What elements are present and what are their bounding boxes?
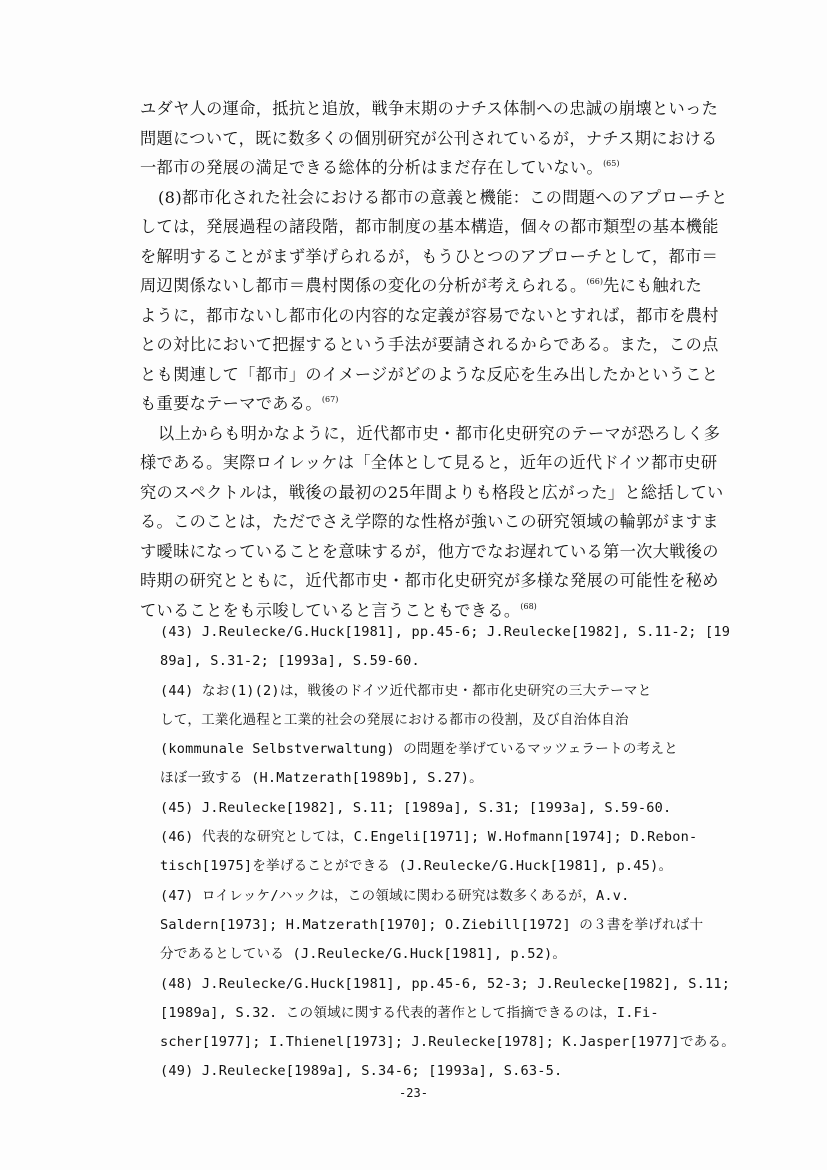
footnote-line: 分であるとしている (J.Reulecke/G.Huck[1981], p.52)。	[160, 946, 567, 963]
body-line: 一都市の発展の満足できる総体的分析はまだ存在していない。$^{(65)}$	[140, 158, 620, 177]
footnote-line: tisch[1975]を挙げることができる (J.Reulecke/G.Huck[1981], p.45)。	[160, 858, 673, 875]
body-line: とも関連して「都市」のイメージがどのような反応を生み出したかということ	[140, 364, 719, 384]
footnote-line: [1989a], S.32. この領域に関する代表的著作として指摘できるのは，I.Fi-	[160, 1004, 659, 1021]
footnote-line: (46) 代表的な研究としては，C.Engeli[1971]; W.Hofmann[1974]; D.Rebon-	[160, 829, 698, 846]
footnote-line: scher[1977]; I.Thienel[1973]; J.Reulecke[1978]; K.Jasper[1977]である。	[160, 1034, 735, 1051]
body-line: ユダヤ人の運命，抵抗と追放，戦争末期のナチス体制への忠誠の崩壊といった	[140, 99, 719, 118]
body-line: 問題について，既に数多くの個別研究が公刊されているが，ナチス期における	[140, 128, 718, 148]
page-number: -23-	[399, 1086, 428, 1100]
body-line: す曖昧になっていることを意味するが，他方でなお遅れている第一次大戦後の	[140, 541, 719, 561]
footnote-line: (kommunale Selbstverwaltung) の問題を挙げているマッツェラートの考えと	[160, 741, 678, 758]
body-line: ように，都市ないし都市化の内容的な定義が容易でないとすれば，都市を農村	[140, 305, 719, 325]
footnote-line: (48) J.Reulecke/G.Huck[1981], pp.45-6, 52-3; J.Reulecke[1982], S.11;	[160, 975, 731, 992]
footnote-line: ほぼ一致する (H.Matzerath[1989b], S.27)。	[160, 770, 483, 787]
footnote-line: (43) J.Reulecke/G.Huck[1981], pp.45-6; J.Reulecke[1982], S.11-2; [19	[160, 624, 731, 640]
footnote-line: 89a], S.31-2; [1993a], S.59-60.	[160, 653, 420, 670]
footnote-ref: (65)	[603, 159, 620, 168]
body-line: 周辺関係ないし都市＝農村関係の変化の分析が考えられる。$^{(66)}$先にも触れた	[140, 276, 703, 295]
body-line: しては，発展過程の諸段階，都市制度の基本構造，個々の都市類型の基本機能	[140, 217, 719, 236]
body-line: も重要なテーマである。$^{(67)}$	[140, 394, 339, 413]
body-line: る。このことは，ただでさえ学際的な性格が強いこの研究領域の輪郭がますま	[140, 512, 719, 531]
footnote-line: Saldern[1973]; H.Matzerath[1970]; O.Ziebill[1972] の３書を挙げれば十	[160, 916, 704, 933]
body-text	[140, 94, 730, 625]
footnote-line: (45) J.Reulecke[1982], S.11; [1989a], S.31; [1993a], S.59-60.	[160, 799, 672, 816]
footnotes	[160, 618, 750, 1087]
body-line: 究のスペクトルは，戦後の最初の25年間よりも格段と広がった」と総括してい	[140, 482, 724, 502]
footnote-ref: (66)	[586, 277, 603, 286]
body-line: 時期の研究とともに，近代都市史・都市化史研究が多様な発展の可能性を秘め	[140, 571, 719, 590]
footnote-line: (47) ロイレッケ/ハックは，この領域に関わる研究は数多くあるが，A.v.	[160, 887, 630, 904]
body-line: を解明することがまず挙げられるが，もうひとつのアプローチとして，都市＝	[140, 246, 719, 266]
footnote-line: (49) J.Reulecke[1989a], S.34-6; [1993a], S.63-5.	[160, 1063, 563, 1080]
footnote-line: して，工業化過程と工業的社会の発展における都市の役割，及び自治体自治	[160, 711, 629, 728]
body-line: 以上からも明かなように，近代都市史・都市化史研究のテーマが恐ろしく多	[158, 423, 721, 443]
footnote-line: (44) なお(1)(2)は，戦後のドイツ近代都市史・都市化史研究の三大テーマと	[160, 682, 652, 699]
body-line: との対比において把握するという手法が要請されるからである。また，この点	[140, 335, 719, 354]
body-line: (8)都市化された社会における都市の意義と機能：この問題へのアプローチと	[158, 187, 728, 207]
footnote-ref: (67)	[321, 395, 339, 404]
footnote-ref: (68)	[520, 601, 537, 611]
body-line: ていることをも示唆していると言うこともできる。$^{(68)}$	[140, 600, 537, 620]
body-line: 様である。実際ロイレッケは「全体として見ると，近年の近代ドイツ都市史研	[140, 453, 718, 472]
